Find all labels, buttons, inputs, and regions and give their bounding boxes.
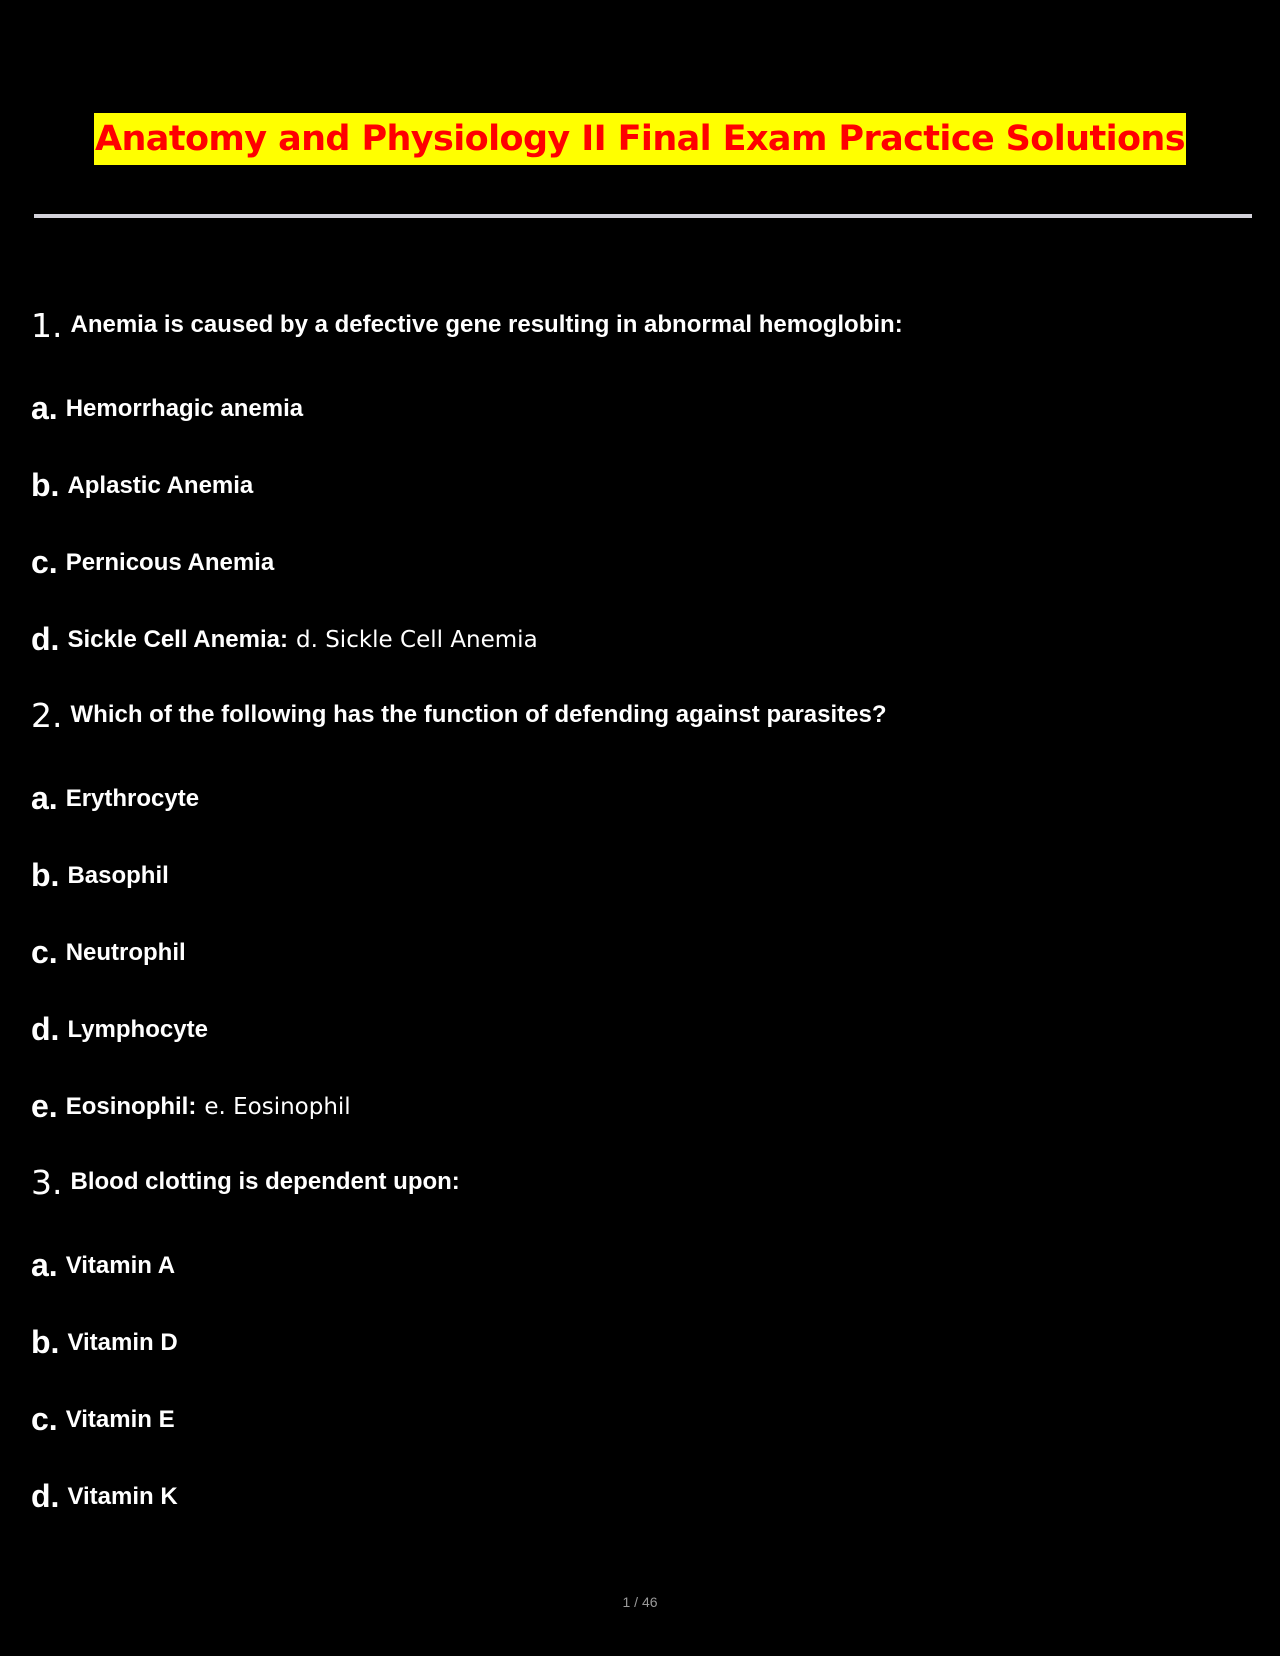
question-block (31, 1153, 1251, 1535)
answer-option (31, 370, 1251, 447)
option-letter: a. (31, 390, 58, 426)
question-block (31, 686, 1251, 1145)
question-heading (31, 296, 1251, 354)
option-letter: d. (31, 1011, 60, 1047)
question-heading (31, 1153, 1251, 1211)
answer-option (31, 1381, 1251, 1458)
answer-option (31, 991, 1251, 1068)
question-block (31, 296, 1251, 678)
answer-option (31, 1458, 1251, 1535)
questions-list (31, 296, 1251, 1535)
answer-option (31, 837, 1251, 914)
answer-option-correct (31, 601, 1251, 678)
option-letter: c. (31, 544, 58, 580)
option-letter: d. (31, 1478, 60, 1514)
option-letter: e. (31, 1088, 58, 1124)
answer-option (31, 760, 1251, 837)
answer-option (31, 447, 1251, 524)
option-letter: b. (31, 467, 60, 503)
option-text: Hemorrhagic anemia (65, 394, 304, 422)
option-letter: d. (31, 621, 60, 657)
page-title: Anatomy and Physiology II Final Exam Practice Solutions (94, 113, 1186, 165)
option-text: Pernicous Anemia (65, 548, 275, 576)
option-text: Vitamin E (65, 1405, 175, 1433)
option-text: Vitamin A (65, 1251, 176, 1279)
option-text: Neutrophil (65, 938, 186, 966)
answer-option (31, 914, 1251, 991)
option-text: Basophil (67, 861, 169, 889)
question-text: Which of the following has the function of defending against parasites? (70, 701, 887, 728)
option-text: Vitamin D (67, 1328, 178, 1356)
answer-option (31, 1227, 1251, 1304)
question-number: 1. (31, 305, 63, 345)
answer-option-correct (31, 1068, 1251, 1145)
question-text: Anemia is caused by a defective gene resulting in abnormal hemoglobin: (70, 311, 903, 338)
correct-answer: e. Eosinophil (204, 1093, 351, 1120)
question-heading (31, 686, 1251, 744)
page-indicator: 1 / 46 (622, 1594, 658, 1610)
option-letter: a. (31, 780, 58, 816)
option-text: Sickle Cell Anemia: (67, 625, 288, 653)
correct-answer: d. Sickle Cell Anemia (295, 626, 538, 653)
answer-option (31, 524, 1251, 601)
horizontal-divider (34, 214, 1252, 218)
option-letter: c. (31, 934, 58, 970)
title-wrapper (0, 113, 1280, 165)
option-text: Aplastic Anemia (67, 471, 254, 499)
answer-option (31, 1304, 1251, 1381)
option-text: Lymphocyte (67, 1015, 208, 1043)
option-text: Vitamin K (67, 1482, 178, 1510)
question-number: 2. (31, 695, 63, 735)
option-letter: b. (31, 1324, 60, 1360)
option-letter: b. (31, 857, 60, 893)
option-letter: a. (31, 1247, 58, 1283)
question-text: Blood clotting is dependent upon: (70, 1168, 460, 1195)
option-text: Erythrocyte (65, 784, 200, 812)
question-number: 3. (31, 1162, 63, 1202)
option-text: Eosinophil: (65, 1092, 197, 1120)
option-letter: c. (31, 1401, 58, 1437)
